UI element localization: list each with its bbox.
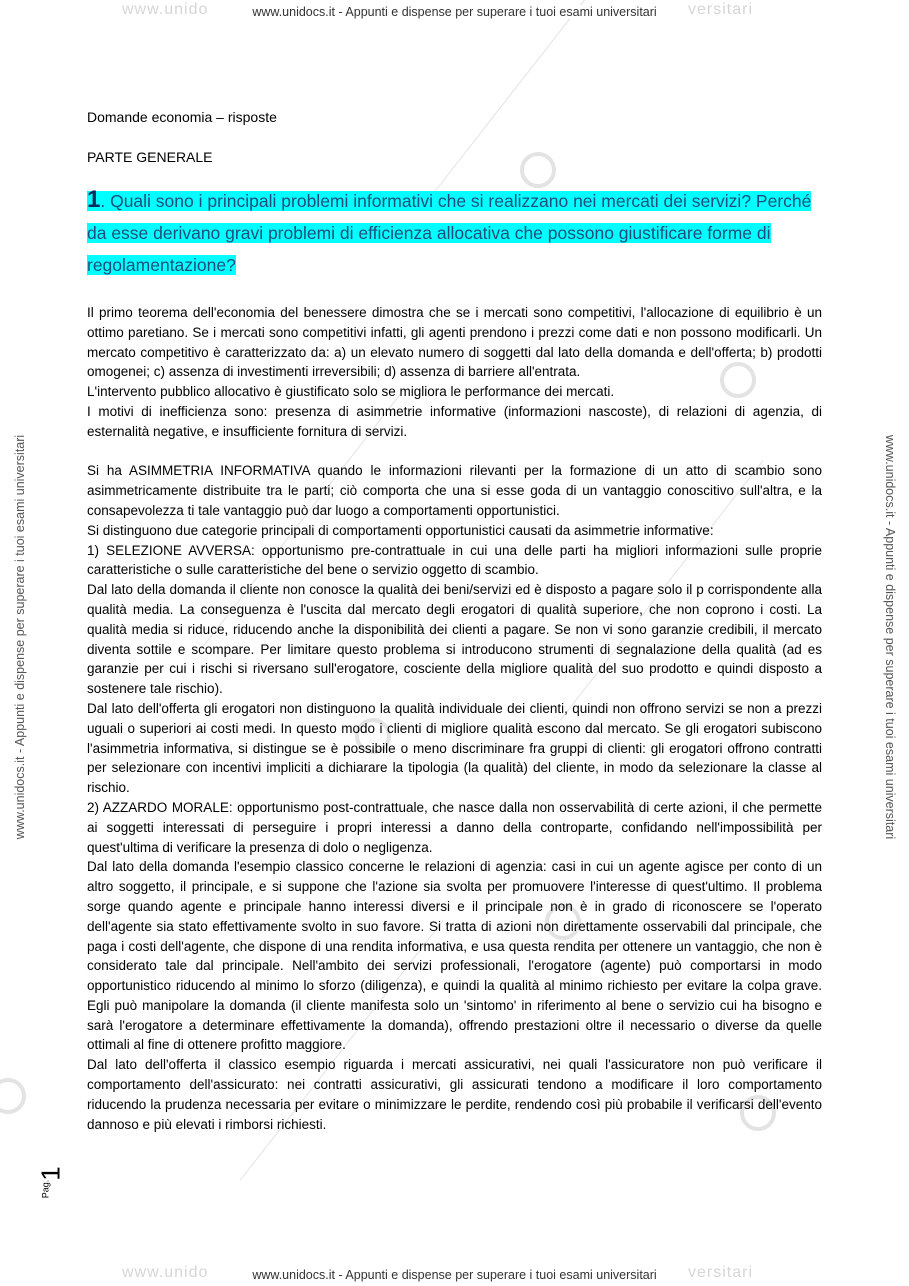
watermark-ghost-right: versitari bbox=[688, 1264, 754, 1281]
question-heading bbox=[87, 184, 822, 281]
paragraph: Si ha ASIMMETRIA INFORMATIVA quando le informazioni rilevanti per la formazione di un atto di scambio sono asimmetricamente distribuite tra le parti; ciò comporta che una si esse goda di un vantaggio conoscitivo sull'altra, e la consapevolezza ti tale vantaggio può dar luogo a comportamenti opportunistici. bbox=[87, 463, 822, 518]
watermark-banner-top bbox=[0, 1, 909, 19]
page-label: Pag. bbox=[40, 1179, 51, 1199]
watermark-ghost-right: versitari bbox=[688, 1, 754, 18]
paragraph: Dal lato dell'offerta gli erogatori non distinguono la qualità individuale dei clienti, quindi non offrono servizi se non a prezzi uguali o superiori ai costi medi. In questo modo i clienti di migliore qualità escono dal mercato. Se gli erogatori subiscono l'asimmetria informativa, si distingue se è possibile o meno discriminare fra gruppi di clienti: gli erogatori offrono contratti per selezionare con incentivi impliciti a dichiarare la tipologia (la qualità) del cliente, in modo da selezionare la classe al rischio. bbox=[87, 700, 822, 796]
paragraph: Dal lato della domanda il cliente non conosce la qualità dei beni/servizi ed è disposto a pagare solo il p corrispondente alla qualità media. La conseguenza è l'uscita dal mercato degli erogatori di qualità superiore, che non coprono i costi. La qualità media si riduce, riducendo anche la disponibilità dei clienti a pagare. Se non vi sono garanzie credibili, il mercato diventa sottile e scompare. Per limitare questo problema si introducono strumenti di segnalazione della qualità (ad es garanzie per cui i rischi si riversano sull'erogatore, cosciente della migliore qualità del suo prodotto e quindi disposto a sostenere tale rischio). bbox=[87, 582, 822, 697]
question-number: 1 bbox=[87, 186, 101, 213]
page-number bbox=[36, 1158, 76, 1198]
watermark-banner-bottom bbox=[0, 1264, 909, 1282]
watermark-banner-text: www.unidocs.it - Appunti e dispense per superare i tuoi esami universitari bbox=[252, 1268, 657, 1282]
document-title: Domande economia – risposte bbox=[87, 109, 277, 125]
watermark-ghost-left: www.unido bbox=[122, 1, 209, 18]
watermark-side-right: www.unidocs.it - Appunti e dispense per superare i tuoi esami universitari bbox=[883, 434, 897, 840]
paragraph-gap bbox=[87, 442, 822, 462]
page-number-value: 1 bbox=[35, 1166, 66, 1181]
paragraph: I motivi di inefficienza sono: presenza di asimmetrie informative (informazioni nascoste), di relazioni di agenzia, di esternalità negative, e insufficiente fornitura di servizi. bbox=[87, 403, 822, 439]
paragraph: Dal lato dell'offerta il classico esempio riguarda i mercati assicurativi, nei quali l'assicuratore non può verificare il comportamento dell'assicurato: nei contratti assicurativi, gli assicurati tendono a modificare il loro comportamento riducendo la prudenza necessaria per evitare o minimizzare le perdite, rendendo così più probabile il verificarsi dell'evento dannoso e più elevati i rimborsi richiesti. bbox=[87, 1057, 822, 1132]
answer-text bbox=[87, 303, 822, 1134]
paragraph: 2) AZZARDO MORALE: opportunismo post-contrattuale, che nasce dalla non osservabilità di certe azioni, il che permette ai soggetti interessati di perseguire i propri interessi a danno della controparte, confidando nell'impossibilità per quest'ultima di verificare la presenza di dolo o negligenza. bbox=[87, 799, 822, 855]
document-body bbox=[87, 106, 822, 1134]
watermark-side-left: www.unidocs.it - Appunti e dispense per superare i tuoi esami universitari bbox=[13, 434, 27, 840]
watermark-banner-text: www.unidocs.it - Appunti e dispense per superare i tuoi esami universitari bbox=[252, 5, 657, 19]
section-heading: PARTE GENERALE bbox=[87, 149, 213, 165]
watermark-logo-icon bbox=[0, 1078, 26, 1114]
question-text: . Quali sono i principali problemi informativi che si realizzano nei mercati dei servizi? Perché da esse derivano gravi problemi di efficienza allocativa che possono giustificare forme di regolamentazione? bbox=[87, 191, 812, 275]
watermark-ghost-left: www.unido bbox=[122, 1264, 209, 1281]
paragraph: L'intervento pubblico allocativo è giustificato solo se migliora le performance dei mercati. bbox=[87, 384, 615, 400]
paragraph: Il primo teorema dell'economia del benessere dimostra che se i mercati sono competitivi, l'allocazione di equilibrio è un ottimo paretiano. Se i mercati sono competitivi infatti, gli agenti prendono i prezzi come dati e non possono modificarli. Un mercato competitivo è caratterizzato da: a) un elevato numero di soggetti dal lato della domanda e dell'offerta; b) prodotti omogenei; c) assenza di investimenti irreversibili; d) assenza di barriere all'entrata. bbox=[87, 305, 822, 380]
paragraph: Dal lato della domanda l'esempio classico concerne le relazioni di agenzia: casi in cui un agente agisce per conto di un altro soggetto, il principale, e si suppone che l'azione sia svolta per promuovere l'interesse di quest'ultimo. Il problema sorge quando agente e principale hanno interessi diversi e il principale non è in grado di riconoscere se l'operato dell'agente sia stato effettivamente svolto in suo favore. Si tratta di azioni non direttamente osservabili dal principale, che paga i costi dell'agente, che dispone di una rendita informativa, e usa questa rendita per ottenere un vantaggio, che non è considerato tale dal principale. Nell'ambito dei servizi professionali, l'erogatore (agente) può comportarsi in modo opportunistico riducendo al minimo lo sforzo (diligenza), e quindi la qualità al minimo richiesto per evitare la colpa grave. Egli può manipolare la domanda (il cliente manifesta solo un 'sintomo' in riferimento al bene o servizio cui ha bisogno e sarà l'erogatore a determinare effettivamente la domanda), offrendo prestazioni oltre il necessario o diverse da quelle ottimali al fine di ottenere profitto maggiore. bbox=[87, 859, 822, 1053]
paragraph: 1) SELEZIONE AVVERSA: opportunismo pre-contrattuale in cui una delle parti ha migliori informazioni sulle proprie caratteristiche o sulle caratteristiche del bene o servizio oggetto di scambio. bbox=[87, 542, 822, 578]
paragraph: Si distinguono due categorie principali di comportamenti opportunistici causati da asimmetrie informative: bbox=[87, 522, 714, 538]
